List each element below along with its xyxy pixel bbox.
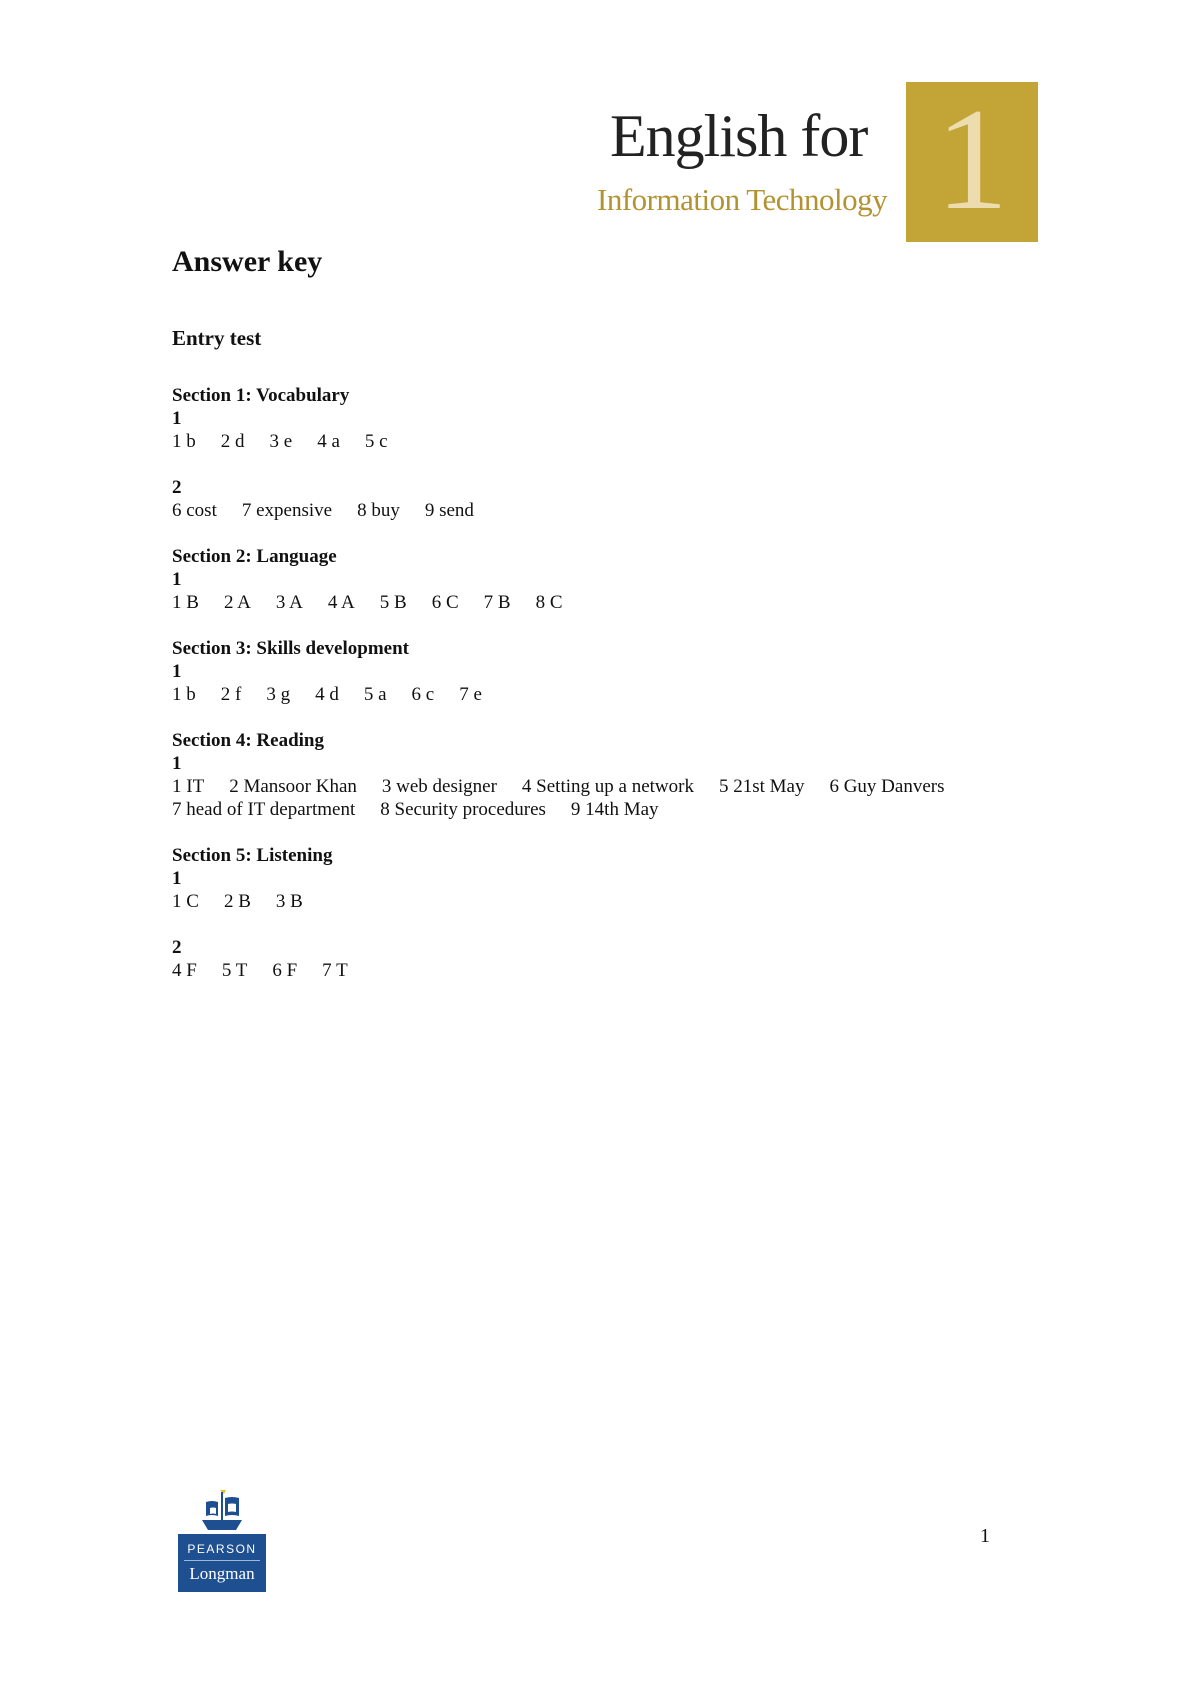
book-title: English for xyxy=(610,103,868,169)
answer-item: 1 C xyxy=(172,891,199,912)
book-header xyxy=(590,78,1038,242)
answer-item: 3 A xyxy=(275,592,303,613)
logo-box xyxy=(178,1534,266,1592)
section-heading: Section 2: Language xyxy=(172,546,337,567)
answer-item: 7 expensive xyxy=(241,500,333,521)
exercise-part xyxy=(172,407,1072,453)
answer-item: 1 IT xyxy=(172,776,205,797)
answer-item: 7 head of IT department xyxy=(172,799,356,820)
page-number: 1 xyxy=(980,1525,990,1547)
answer-item: 3 B xyxy=(275,891,303,912)
answer-item: 5 a xyxy=(363,684,387,705)
answer-item: 4 a xyxy=(317,431,340,452)
test-title: Entry test xyxy=(172,326,262,350)
answer-item: 4 Setting up a network xyxy=(521,776,694,797)
exercise-part xyxy=(172,476,1072,522)
answer-item: 8 buy xyxy=(357,500,400,521)
answer-item: 5 c xyxy=(364,431,388,452)
answer-section xyxy=(172,844,1072,982)
answer-item: 5 B xyxy=(379,592,407,613)
exercise-part xyxy=(172,568,1072,614)
answer-item: 8 Security procedures xyxy=(380,799,546,820)
answer-item: 2 Mansoor Khan xyxy=(229,776,357,797)
page-title: Answer key xyxy=(172,245,323,278)
answer-item: 4 d xyxy=(315,684,339,705)
answer-section xyxy=(172,637,1072,706)
section-heading: Section 4: Reading xyxy=(172,730,324,751)
answer-section xyxy=(172,545,1072,614)
answer-line xyxy=(172,430,1072,453)
answer-item: 9 send xyxy=(424,500,474,521)
exercise-part xyxy=(172,660,1072,706)
answer-item: 3 e xyxy=(269,431,293,452)
exercise-number: 1 xyxy=(172,408,182,429)
exercise-number: 1 xyxy=(172,868,182,889)
answer-item: 6 cost xyxy=(172,500,217,521)
answer-item: 2 A xyxy=(223,592,251,613)
section-heading: Section 5: Listening xyxy=(172,845,333,866)
answer-item: 2 f xyxy=(220,684,242,705)
answer-item: 1 B xyxy=(172,592,199,613)
exercise-number: 1 xyxy=(172,753,182,774)
answer-item: 4 F xyxy=(172,960,197,981)
answer-item: 3 web designer xyxy=(381,776,497,797)
answer-item: 7 B xyxy=(483,592,511,613)
exercise-number: 1 xyxy=(172,661,182,682)
answer-item: 1 b xyxy=(172,684,196,705)
logo-divider xyxy=(184,1560,260,1561)
level-number: 1 xyxy=(935,78,1009,240)
ship-icon xyxy=(198,1488,246,1534)
answer-item: 8 C xyxy=(535,592,563,613)
logo-pearson-text: PEARSON xyxy=(187,1542,257,1556)
answer-section xyxy=(172,384,1072,522)
logo-longman-text: Longman xyxy=(189,1564,255,1583)
answer-section xyxy=(172,729,1072,821)
answer-item: 1 b xyxy=(172,431,196,452)
answer-line xyxy=(172,959,1072,982)
sections-list xyxy=(172,384,1072,982)
answer-item: 5 T xyxy=(221,960,248,981)
answer-item: 6 C xyxy=(431,592,459,613)
book-subtitle: Information Technology xyxy=(597,182,888,217)
exercise-number: 2 xyxy=(172,477,182,498)
answer-line xyxy=(172,890,1072,913)
section-heading: Section 1: Vocabulary xyxy=(172,385,350,406)
answer-item: 3 g xyxy=(266,684,291,705)
exercise-part xyxy=(172,752,1072,821)
exercise-number: 1 xyxy=(172,569,182,590)
answer-item: 9 14th May xyxy=(570,799,659,820)
section-heading: Section 3: Skills development xyxy=(172,638,409,659)
answer-line xyxy=(172,775,1072,821)
level-badge xyxy=(906,78,1038,242)
answer-line xyxy=(172,591,1072,614)
exercise-part xyxy=(172,936,1072,982)
answer-item: 5 21st May xyxy=(718,776,805,797)
answer-item: 6 c xyxy=(411,684,435,705)
answer-line xyxy=(172,683,1072,706)
answer-item: 6 F xyxy=(272,960,298,981)
answer-item: 7 T xyxy=(322,960,348,981)
answer-key-content xyxy=(172,240,1072,1005)
pearson-longman-logo xyxy=(178,1488,266,1592)
answer-line xyxy=(172,499,1072,522)
answer-item: 2 B xyxy=(223,891,251,912)
answer-item: 2 d xyxy=(220,431,245,452)
exercise-part xyxy=(172,867,1072,913)
answer-item: 4 A xyxy=(327,592,355,613)
answer-item: 7 e xyxy=(459,684,482,705)
answer-item: 6 Guy Danvers xyxy=(829,776,945,797)
exercise-number: 2 xyxy=(172,937,182,958)
